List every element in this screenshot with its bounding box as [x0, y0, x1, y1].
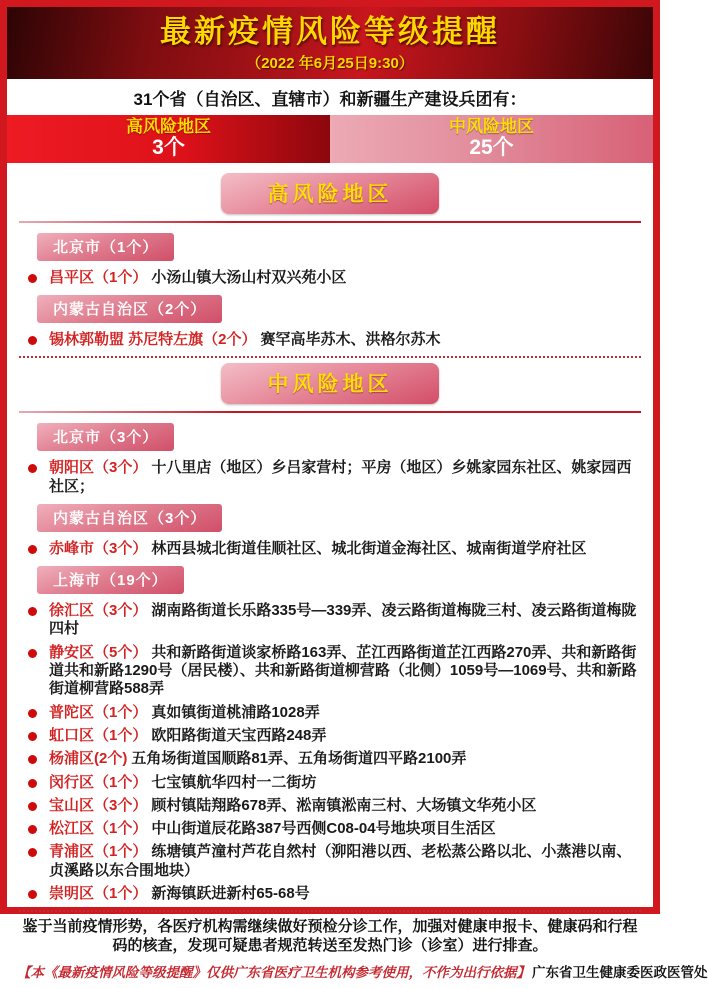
bullet-icon [28, 274, 37, 283]
high-risk-count: 3个 [152, 136, 185, 160]
district-name: 青浦区（1个） [49, 843, 148, 861]
bullet-icon [28, 336, 37, 345]
district-name: 松江区（1个） [49, 820, 148, 838]
risk-item [19, 774, 641, 792]
risk-summary-banner [7, 115, 653, 163]
bullet-icon [28, 825, 37, 834]
section-divider-line [19, 411, 641, 413]
disclaimer-line [17, 961, 708, 982]
district-detail: 湖南路街道长乐路335号—339弄、凌云路街道梅陇三村、凌云路街道梅陇四村 [49, 602, 637, 638]
bullet-icon [28, 890, 37, 899]
disclaimer-text: 【本《最新疫情风险等级提醒》仅供广东省医疗卫生机构参考使用，不作为出行依据】 [17, 964, 530, 980]
risk-item [19, 602, 641, 639]
bullet-icon [28, 732, 37, 741]
medium-risk-summary [330, 115, 653, 163]
risk-item [19, 797, 641, 815]
district-name: 闵行区（1个） [49, 773, 148, 791]
district-detail: 新海镇跃进新村65-68号 [151, 884, 310, 902]
risk-item [19, 727, 641, 745]
section-divider-line [19, 221, 641, 223]
section-header-high-risk: 高风险地区 [221, 173, 439, 214]
bullet-icon [28, 802, 37, 811]
risk-item [19, 540, 641, 558]
district-detail: 林西县城北街道佳顺社区、城北街道金海社区、城南街道学府社区 [151, 539, 587, 557]
district-name: 杨浦区(2个) [49, 750, 128, 768]
poster-header [7, 7, 653, 79]
medium-risk-label: 中风险地区 [449, 117, 534, 137]
risk-item [19, 750, 641, 768]
province-label-neimenggu-high: 内蒙古自治区（2个） [37, 295, 222, 323]
high-risk-summary [7, 115, 330, 163]
poster-footer [7, 916, 708, 987]
dotted-divider [19, 356, 641, 358]
province-label-shanghai-medium: 上海市（19个） [37, 566, 184, 594]
risk-item [19, 459, 641, 496]
province-label-beijing-medium: 北京市（3个） [37, 423, 174, 451]
district-name: 崇明区（1个） [49, 884, 148, 902]
district-detail: 五角场街道国顺路81弄、五角场街道四平路2100弄 [131, 750, 467, 768]
risk-item [19, 820, 641, 838]
issuer-name: 广东省卫生健康委医政医管处 [532, 964, 708, 980]
district-detail: 小汤山镇大汤山村双兴苑小区 [151, 268, 347, 286]
bullet-icon [28, 755, 37, 764]
district-detail: 欧阳路街道天宝西路248弄 [151, 726, 327, 744]
publish-datetime: （2022 年6月25日9:30） [246, 54, 414, 72]
section-header-medium-risk: 中风险地区 [221, 363, 439, 404]
district-name: 锡林郭勒盟 苏尼特左旗（2个） [49, 330, 257, 348]
district-detail: 真如镇街道桃浦路1028弄 [151, 703, 320, 721]
province-label-neimenggu-medium: 内蒙古自治区（3个） [37, 504, 222, 532]
district-name: 朝阳区（3个） [49, 459, 148, 477]
risk-item [19, 644, 641, 699]
district-name: 普陀区（1个） [49, 703, 148, 721]
poster-body [7, 163, 653, 917]
medium-risk-count: 25个 [469, 136, 514, 160]
district-name: 赤峰市（3个） [49, 539, 148, 557]
risk-item [19, 885, 641, 903]
district-detail: 中山街道辰花路387号西侧C08-04号地块项目生活区 [151, 820, 496, 838]
province-label-beijing-high: 北京市（1个） [37, 233, 174, 261]
risk-item [19, 843, 641, 880]
district-detail: 顾村镇陆翔路678弄、淞南镇淞南三村、大场镇文华苑小区 [151, 796, 537, 814]
district-detail: 赛罕高毕苏木、洪格尔苏木 [260, 330, 441, 348]
page-title: 最新疫情风险等级提醒 [160, 14, 500, 49]
district-detail: 练塘镇芦潼村芦花自然村（泖阳港以西、老松蒸公路以北、小蒸港以南、贞溪路以东合围地块） [49, 843, 632, 879]
risk-item [19, 331, 641, 349]
district-detail: 十八里店（地区）乡吕家营村；平房（地区）乡姚家园东社区、姚家园西社区； [49, 459, 632, 495]
bullet-icon [28, 709, 37, 718]
district-name: 徐汇区（3个） [49, 602, 148, 620]
medical-notice: 鉴于当前疫情形势，各医疗机构需继续做好预检分诊工作，加强对健康申报卡、健康码和行程码的核查，发现可疑患者规范转送至发热门诊（诊室）进行排查。 [22, 919, 638, 955]
district-name: 昌平区（1个） [49, 268, 148, 286]
district-name: 宝山区（3个） [49, 796, 148, 814]
risk-item [19, 269, 641, 287]
bullet-icon [28, 607, 37, 616]
risk-item [19, 704, 641, 722]
poster-subtitle: 31个省（自治区、直辖市）和新疆生产建设兵团有： [133, 89, 527, 109]
dotted-divider [19, 910, 641, 912]
district-name: 虹口区（1个） [49, 726, 148, 744]
bullet-icon [28, 649, 37, 658]
district-detail: 七宝镇航华四村一二街坊 [151, 773, 317, 791]
bullet-icon [28, 545, 37, 554]
high-risk-label: 高风险地区 [126, 117, 211, 137]
district-name: 静安区（5个） [49, 643, 148, 661]
bullet-icon [28, 779, 37, 788]
bullet-icon [28, 848, 37, 857]
district-detail: 共和新路街道谈家桥路163弄、芷江西路街道芷江西路270弄、共和新路街道共和新路1290号（居民楼）、共和新路街道柳营路（北侧）1059号—1069号、共和新路街道柳营路588弄 [49, 643, 637, 698]
bullet-icon [28, 464, 37, 473]
